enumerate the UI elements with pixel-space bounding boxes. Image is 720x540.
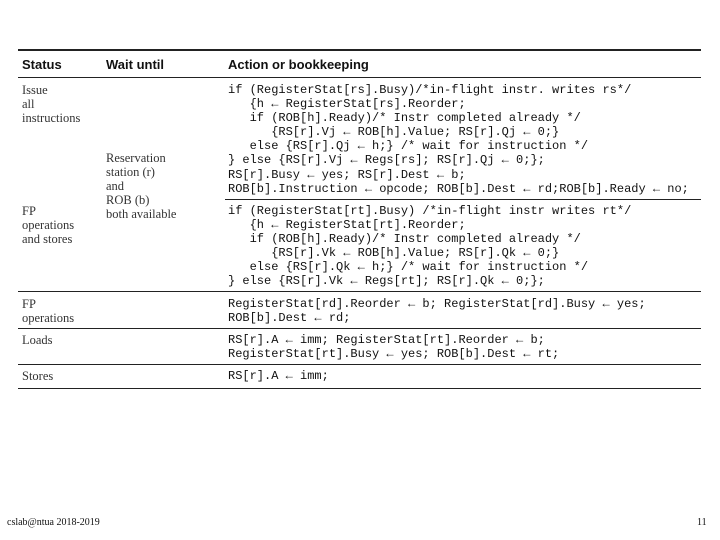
row-rule-3 bbox=[18, 328, 701, 329]
row-rule-1 bbox=[225, 199, 701, 200]
action-stores: RS[r].A ← imm; bbox=[228, 369, 329, 383]
status-issue: Issue all instructions bbox=[22, 83, 81, 125]
status-stores: Stores bbox=[22, 369, 54, 383]
wait-until-rs-rob: Reservation station (r) and ROB (b) both available bbox=[106, 151, 177, 221]
action-loads: RS[r].A ← imm; RegisterStat[rt].Reorder ← b; RegisterStat[rt].Busy ← yes; ROB[b].Dest ← rt; bbox=[228, 333, 560, 362]
page-number: 11 bbox=[697, 517, 707, 528]
status-loads: Loads bbox=[22, 333, 53, 347]
header-status: Status bbox=[22, 57, 62, 72]
table-top-rule bbox=[18, 49, 701, 51]
status-fp-ops: FP operations bbox=[22, 297, 75, 325]
header-action: Action or bookkeeping bbox=[228, 57, 369, 72]
footer-label: cslab@ntua 2018-2019 bbox=[7, 517, 100, 528]
row-rule-2 bbox=[18, 291, 701, 292]
header-rule bbox=[18, 77, 701, 78]
action-fp-ops-stores: if (RegisterStat[rt].Busy) /*in-flight instr writes rt*/ {h ← RegisterStat[rt].Reorder; if (ROB[h].Ready)/* Instr completed already */ {RS[r].Vk ← ROB[h].Value; RS[r].Qk ← 0;} else {RS[r].Qk ← h;} /* wait for instruction */ } else {RS[r].Vk ← Regs[rt]; RS[r].Qk ← 0;}; bbox=[228, 204, 632, 289]
header-wait-until: Wait until bbox=[106, 57, 165, 72]
status-fp-ops-stores: FP operations and stores bbox=[22, 204, 75, 246]
action-fp-ops: RegisterStat[rd].Reorder ← b; RegisterStat[rd].Busy ← yes; ROB[b].Dest ← rd; bbox=[228, 297, 646, 326]
row-rule-4 bbox=[18, 364, 701, 365]
table-bottom-rule bbox=[18, 388, 701, 389]
action-issue: if (RegisterStat[rs].Busy)/*in-flight instr. writes rs*/ {h ← RegisterStat[rs].Reorder; if (ROB[h].Ready)/* Instr completed already */ {RS[r].Vj ← ROB[h].Value; RS[r].Qj ← 0;} else {RS[r].Qj ← h;} /* wait for instruction */ } else {RS[r].Vj ← Regs[rs]; RS[r].Qj ← 0;}; RS[r].Busy ← yes; RS[r].Dest ← b; ROB[b].Instruction ← opcode; ROB[b].Dest ← rd;ROB[b].Ready ← no; bbox=[228, 83, 689, 196]
